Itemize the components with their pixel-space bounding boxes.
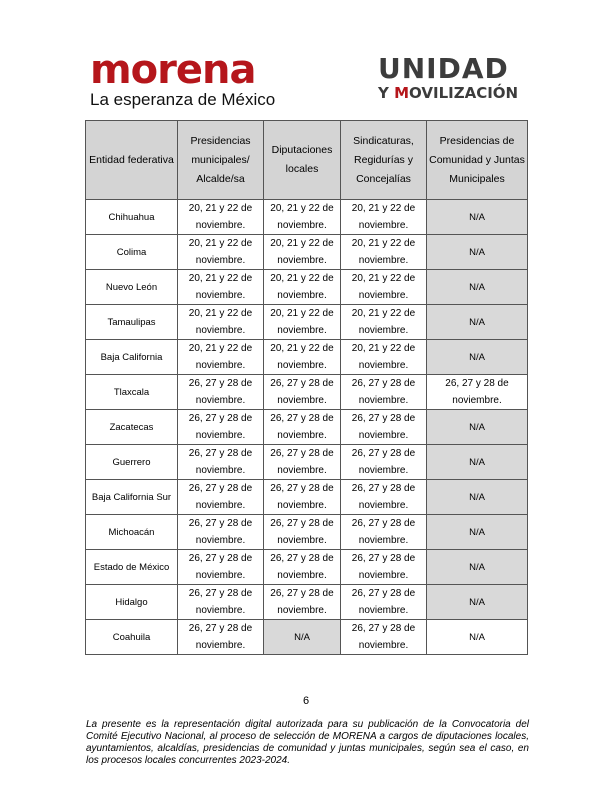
cell-comunidad: N/A bbox=[427, 200, 528, 235]
table-row bbox=[86, 585, 528, 620]
cell-presidencias: 26, 27 y 28 de noviembre. bbox=[178, 585, 264, 620]
cell-entidad: Hidalgo bbox=[86, 585, 178, 620]
table-row bbox=[86, 620, 528, 655]
cell-entidad: Colima bbox=[86, 235, 178, 270]
page-number: 6 bbox=[302, 695, 310, 707]
footer-disclaimer: La presente es la representación digital autorizada para su publicación de la Convocatoria del Comité Ejecutivo Nacional, al proceso de selección de MORENA a cargos de diputaciones locales, ayuntamientos, alcaldías, presidencias de comunidad y juntas municipales, según sea el caso, en los procesos locales concurrentes 2023-2024. bbox=[86, 719, 529, 766]
cell-comunidad: N/A bbox=[427, 235, 528, 270]
cell-sindicaturas: 26, 27 y 28 de noviembre. bbox=[341, 515, 427, 550]
cell-entidad: Estado de México bbox=[86, 550, 178, 585]
cell-presidencias: 26, 27 y 28 de noviembre. bbox=[178, 375, 264, 410]
cell-sindicaturas: 26, 27 y 28 de noviembre. bbox=[341, 620, 427, 655]
cell-comunidad: N/A bbox=[427, 410, 528, 445]
cell-entidad: Tamaulipas bbox=[86, 305, 178, 340]
cell-sindicaturas: 26, 27 y 28 de noviembre. bbox=[341, 445, 427, 480]
cell-sindicaturas: 26, 27 y 28 de noviembre. bbox=[341, 375, 427, 410]
header-entidad: Entidad federativa bbox=[86, 121, 178, 200]
unidad-movilizacion-logo bbox=[378, 54, 548, 102]
morena-logo bbox=[90, 47, 290, 110]
cell-comunidad: N/A bbox=[427, 620, 528, 655]
cell-presidencias: 26, 27 y 28 de noviembre. bbox=[178, 515, 264, 550]
cell-diputaciones: 20, 21 y 22 de noviembre. bbox=[264, 270, 341, 305]
movilizacion-wordmark bbox=[378, 84, 548, 102]
morena-wordmark: morena bbox=[90, 47, 256, 93]
cell-diputaciones: 26, 27 y 28 de noviembre. bbox=[264, 585, 341, 620]
cell-sindicaturas: 26, 27 y 28 de noviembre. bbox=[341, 550, 427, 585]
cell-comunidad: N/A bbox=[427, 480, 528, 515]
table-row bbox=[86, 480, 528, 515]
header-sindicaturas: Sindicaturas, Regidurías y Concejalías bbox=[341, 121, 427, 200]
cell-presidencias: 20, 21 y 22 de noviembre. bbox=[178, 270, 264, 305]
cell-presidencias: 20, 21 y 22 de noviembre. bbox=[178, 340, 264, 375]
cell-diputaciones: 26, 27 y 28 de noviembre. bbox=[264, 410, 341, 445]
cell-entidad: Nuevo León bbox=[86, 270, 178, 305]
cell-diputaciones: 26, 27 y 28 de noviembre. bbox=[264, 515, 341, 550]
cell-comunidad: N/A bbox=[427, 585, 528, 620]
cell-comunidad: N/A bbox=[427, 445, 528, 480]
cell-presidencias: 20, 21 y 22 de noviembre. bbox=[178, 200, 264, 235]
table-header-row bbox=[86, 121, 528, 200]
cell-diputaciones: 26, 27 y 28 de noviembre. bbox=[264, 445, 341, 480]
cell-entidad: Baja California Sur bbox=[86, 480, 178, 515]
table-row bbox=[86, 410, 528, 445]
cell-presidencias: 26, 27 y 28 de noviembre. bbox=[178, 550, 264, 585]
cell-diputaciones: N/A bbox=[264, 620, 341, 655]
cell-sindicaturas: 20, 21 y 22 de noviembre. bbox=[341, 235, 427, 270]
cell-entidad: Tlaxcala bbox=[86, 375, 178, 410]
cell-sindicaturas: 26, 27 y 28 de noviembre. bbox=[341, 480, 427, 515]
cell-diputaciones: 20, 21 y 22 de noviembre. bbox=[264, 200, 341, 235]
cell-presidencias: 20, 21 y 22 de noviembre. bbox=[178, 305, 264, 340]
table-row bbox=[86, 340, 528, 375]
cell-diputaciones: 20, 21 y 22 de noviembre. bbox=[264, 340, 341, 375]
cell-sindicaturas: 20, 21 y 22 de noviembre. bbox=[341, 200, 427, 235]
cell-diputaciones: 26, 27 y 28 de noviembre. bbox=[264, 480, 341, 515]
header-presidencias-municipales: Presidencias municipales/ Alcalde/sa bbox=[178, 121, 264, 200]
cell-sindicaturas: 20, 21 y 22 de noviembre. bbox=[341, 270, 427, 305]
table-row bbox=[86, 445, 528, 480]
cell-presidencias: 26, 27 y 28 de noviembre. bbox=[178, 480, 264, 515]
movilizacion-prefix: Y bbox=[378, 84, 395, 102]
unidad-wordmark: UNIDAD bbox=[378, 52, 509, 85]
morena-slogan: La esperanza de México bbox=[90, 90, 276, 109]
cell-presidencias: 26, 27 y 28 de noviembre. bbox=[178, 620, 264, 655]
cell-entidad: Zacatecas bbox=[86, 410, 178, 445]
table-row bbox=[86, 515, 528, 550]
table-row bbox=[86, 270, 528, 305]
cell-comunidad: N/A bbox=[427, 550, 528, 585]
cell-diputaciones: 26, 27 y 28 de noviembre. bbox=[264, 550, 341, 585]
movilizacion-red-m: M bbox=[394, 84, 410, 102]
cell-comunidad: N/A bbox=[427, 340, 528, 375]
cell-comunidad: N/A bbox=[427, 305, 528, 340]
cell-presidencias: 26, 27 y 28 de noviembre. bbox=[178, 410, 264, 445]
table-row bbox=[86, 550, 528, 585]
cell-comunidad: N/A bbox=[427, 270, 528, 305]
header-presidencias-comunidad: Presidencias de Comunidad y Juntas Municipales bbox=[427, 121, 528, 200]
cell-entidad: Guerrero bbox=[86, 445, 178, 480]
cell-entidad: Chihuahua bbox=[86, 200, 178, 235]
cell-diputaciones: 20, 21 y 22 de noviembre. bbox=[264, 305, 341, 340]
cell-presidencias: 20, 21 y 22 de noviembre. bbox=[178, 235, 264, 270]
cell-presidencias: 26, 27 y 28 de noviembre. bbox=[178, 445, 264, 480]
cell-sindicaturas: 20, 21 y 22 de noviembre. bbox=[341, 305, 427, 340]
cell-comunidad: N/A bbox=[427, 515, 528, 550]
table-row bbox=[86, 305, 528, 340]
cell-entidad: Coahuila bbox=[86, 620, 178, 655]
cell-entidad: Baja California bbox=[86, 340, 178, 375]
schedule-table bbox=[85, 120, 528, 655]
cell-diputaciones: 20, 21 y 22 de noviembre. bbox=[264, 235, 341, 270]
cell-sindicaturas: 26, 27 y 28 de noviembre. bbox=[341, 410, 427, 445]
header-diputaciones-locales: Diputaciones locales bbox=[264, 121, 341, 200]
cell-entidad: Michoacán bbox=[86, 515, 178, 550]
movilizacion-suffix: OVILIZACIÓN bbox=[409, 84, 519, 102]
table-row bbox=[86, 375, 528, 410]
table-row bbox=[86, 235, 528, 270]
table-row bbox=[86, 200, 528, 235]
cell-comunidad: 26, 27 y 28 de noviembre. bbox=[427, 375, 528, 410]
cell-diputaciones: 26, 27 y 28 de noviembre. bbox=[264, 375, 341, 410]
cell-sindicaturas: 26, 27 y 28 de noviembre. bbox=[341, 585, 427, 620]
cell-sindicaturas: 20, 21 y 22 de noviembre. bbox=[341, 340, 427, 375]
